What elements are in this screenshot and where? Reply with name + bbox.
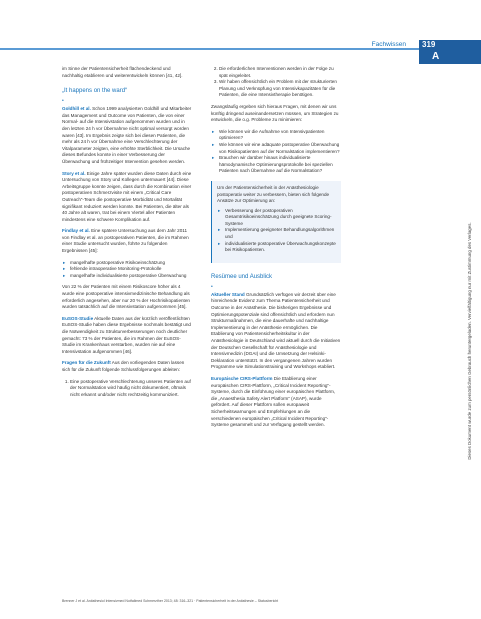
text-cirs: Die Etablierung einer europäischen CIRS-Plattform, „Critical Incident Reporting“-Systeme, durch die Einführung einer europäischen Plattform, die „Anaesthesia Safety Alert Platform“ (ASAP), wurde gefördert. Auf dieser Plattform sollen europaweit Sicherheitswarnungen und Empfehlungen an die verschiedenen europäischen „Critical Incident Reporting“-Systeme gesammelt und zur Verfügung gestellt werden.: [211, 375, 336, 428]
paragraph-zwangslaeufig: Zwangsläufig ergeben sich hieraus Fragen, mit denen wir uns künftig dringend auseinandersetzen müssen, um Strategien zu entwickeln, die o.g. Probleme zu minimieren:: [211, 103, 339, 123]
section-badge: A: [432, 51, 440, 62]
box-list: [217, 208, 336, 254]
paragraph-fragen: [62, 360, 192, 373]
paragraph-story: [62, 171, 192, 224]
bullet-icon: •: [211, 283, 213, 290]
list-item: ▸ mangelhafte postoperative Risikoeinschätzung: [70, 260, 192, 267]
heading-resumee: Resümee und Ausblick: [211, 273, 273, 280]
label-aktueller: Aktueller Stand: [211, 291, 245, 297]
text-eusos: Aktuelle Daten aus der kürzlich veröffentlichten EuSOS-Studie haben diese Ergebnisse nochmals bestätigt und die Notwendigkeit zu Strukturverbesserungen noch deutlicher gemacht: 73 % der Patienten, die im Rahmen der EuSOS-Studie im Krankenhaus verstarben, wurden nie auf eine Intensivstation aufgenommen [46].: [62, 315, 191, 354]
paragraph-findlay-after: Von 22 % der Patienten mit einem Risikoscore höher als 4 wurde eine postoperative intensivmedizinische Behandlung als erforderlich angesehen, aber nur 20 % der Hochrisikopatienten wurden tatsächlich auf die Intensivstation aufgenommen [45].: [62, 284, 190, 310]
text-findlay: Eine spätere Untersuchung aus dem Jahr 2011 von Findlay et al. an postoperativen Patienten, die im Rahmen einer Studie untersucht wurden, führte zu folgenden Ergebnissen [45]:: [62, 228, 189, 254]
question-list: [211, 129, 341, 175]
numbered-list: [211, 66, 341, 99]
findlay-list: [62, 260, 192, 280]
list-item: 1. Eine postoperative Verschlechterung unseres Patienten auf der Normalstation wird häufig nicht dokumentiert, oftmals nicht erkannt und/oder nicht rechtzeitig kommuniziert.: [70, 379, 192, 399]
paragraph-aktueller: [211, 292, 341, 371]
list-item: ▸ Verbesserung der postoperativen Gesamtrisikoeinschätzung durch geeignete Scoring-Systeme: [225, 208, 336, 228]
bullet-icon: •: [62, 98, 64, 105]
paragraph-findlay: [62, 228, 192, 254]
summary-box: [211, 181, 341, 263]
section-name: Fachwissen: [371, 41, 406, 48]
label-goldhill: Goldhill et al.: [62, 106, 91, 112]
paragraph-goldhill: [62, 106, 192, 165]
list-item: ▸ Brauchen wir darüber hinaus individualisierte hämodynamische Optimierungsprotokolle bei speziellen Patienten nach Übernahme auf die Normalstation?: [219, 155, 341, 175]
label-eusos: EuSOS-Studie: [62, 315, 94, 321]
label-findlay: Findlay et al.: [62, 228, 90, 234]
page-number: 319: [422, 40, 436, 49]
list-item: 2. Die erforderlichen Interventionen werden in der Folge zu spät eingeleitet.: [219, 66, 341, 79]
fragen-list: [62, 379, 192, 399]
list-item: ▸ Wie können wir eine adäquate postoperative Überwachung von Risikopatienten auf der Normalstation implementieren?: [219, 142, 341, 155]
label-story: Story et al.: [62, 170, 86, 176]
list-item: ▸ Wie können wir die Aufnahme von Intensivpatienten optimieren?: [219, 129, 341, 142]
copyright-sidenote: [468, 90, 475, 590]
left-column: [62, 66, 192, 403]
box-intro: Um der Patientensicherheit in der Anästhesiologie postoperativ weiter zu verbessern, bieten sich folgende Ansätze zur Optimierung an:: [217, 184, 330, 204]
paragraph-eusos: [62, 316, 192, 356]
text-story: Einige Jahre später wurden diese Daten durch eine Untersuchung von Story und Kollegen untermauert [44]. Diese Arbeitsgruppe konnte zeigen, dass durch die Kombination einer postoperativen Schmerzvisite mit einem „Critical Care Outreach“-Team die postoperative Morbidität und Mortalität signifikant reduziert werden konnte. Bei Patienten, die älter als 40 Jahre alt waren, trat bei einem Viertel aller Patienten mindestens eine schwere Komplikation auf.: [62, 170, 192, 222]
paragraph-cirs: [211, 376, 341, 429]
text-fragen: Aus den vorliegenden Daten lassen sich für die Zukunft folgende Schlussfolgerungen ableiten:: [62, 360, 185, 372]
right-column: [211, 66, 341, 434]
list-item: ▸ Implementierung geeigneter Behandlungsalgorithmen und: [225, 227, 336, 240]
text-goldhill: Schon 1999 analysierten Goldhill und Mitarbeiter das Management und Outcome von Patienten, die von einer Normal- auf die Intensivstation aufgenommen wurden und in den letzten 24 h vor Übernahme nicht optimal versorgt worden waren [43]. Im Ergebnis zeigte sich bei diesen Patienten, die mehr als 24 h vor Übernahme eine Verschlechterung der Vitalparameter zeigten, eine erhöhte Sterblichkeit. Die Ursache dieses Befundes konnte in einer Verbesserung der Überwachung und frühzeitiger Intervention gesehen werden.: [62, 106, 192, 164]
list-item: ▸ mangelhafte individualisierte postoperative Überwachung: [70, 273, 192, 280]
footer-citation: Brenner J et al. Anästhesiol Intensivmed Notfallmed Schmerzther 2013; 48: 316–321 · Patientensicherheit in der Anästhesie – Statusbericht: [62, 599, 279, 603]
label-fragen: Fragen für die Zukunft: [62, 360, 111, 366]
paragraph: im Sinne der Patientensicherheit flächendeckend und nachhaltig etablieren und weiterentwickeln können [41, 42].: [62, 66, 183, 78]
sidenote-text: Dieses Dokument wurde zum persönlichen Gebrauch heruntergeladen. Vervielfältigung nur mit Zustimmung des Verlages.: [467, 222, 472, 460]
heading-it-happens: „It happens on the ward“: [62, 88, 128, 95]
list-item: ▸ individualisierte postoperative Überwachungskonzepte bei Risikopatienten.: [225, 241, 336, 254]
list-item: 3. Wir haben offensichtlich ein Problem mit der strukturierten Planung und Verknüpfung von Intensivkapazitäten für die Patienten, die eine Intensivtherapie benötigen.: [219, 79, 341, 99]
list-item: ▸ fehlende intraoperative Monitoring-Protokolle: [70, 266, 192, 273]
text-aktueller: Grundsätzlich verfügen wir derzeit über eine hinreichende Evidenz zum Thema Patientensicherheit und Outcome in der Anästhesie. Die bisherigen Ergebnisse und Optimierungspotenziale sind offensichtlich und erfordern nun Strukturmaßnahmen, die eine dauerhafte und nachhaltige Implementierung in der Anästhesie ermöglichen. Die Etablierung von Patientensicherheitskultur in der Anästhesiologie in Deutschland wird aktuell durch die Initiativen der Deutschen Gesellschaft für Anästhesiologie und Intensivmedizin (DGAI) und die Umsetzung der Helsinki-Deklaration unterstützt. In den vergangenen Jahren wurden Programme wie Simulationstraining und Workshops etabliert.: [211, 291, 341, 370]
label-cirs: Europäische CIRS-Plattform: [211, 375, 273, 381]
